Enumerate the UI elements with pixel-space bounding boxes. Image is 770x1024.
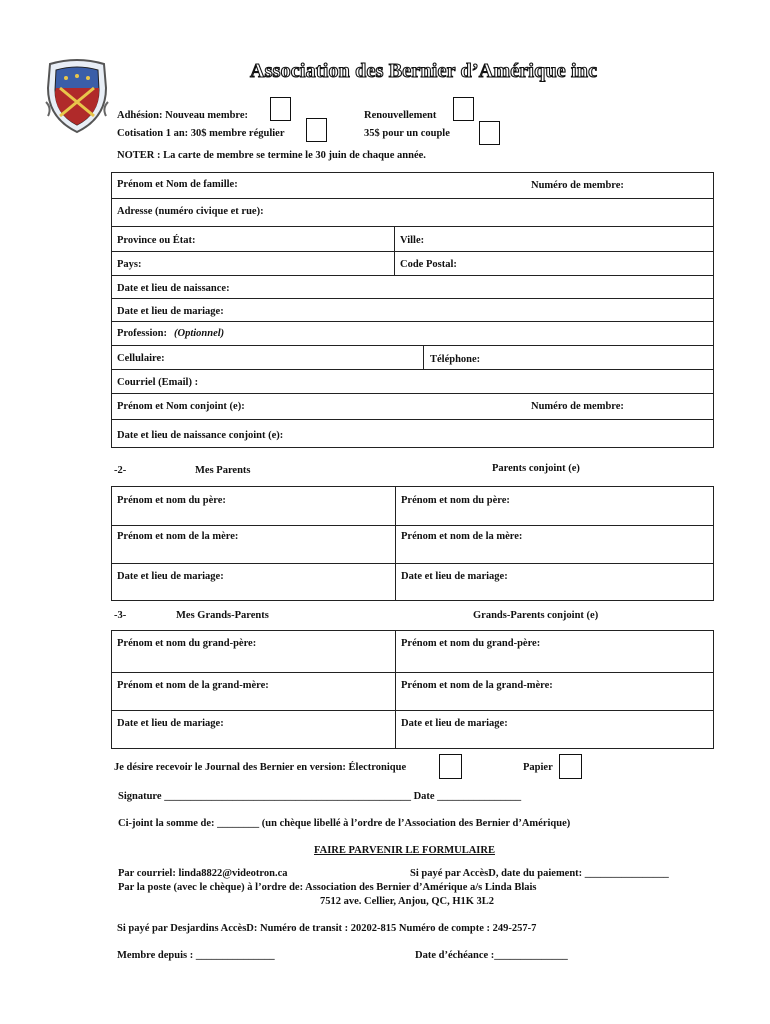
electronique-checkbox[interactable]: [439, 754, 462, 779]
poste-instructions: Par la poste (avec le chèque) à l’ordre de: Association des Bernier d’Amérique a/s Linda Blais: [118, 882, 537, 893]
courriel-label: Courriel (Email) :: [117, 377, 199, 388]
row-mariage[interactable]: [111, 298, 714, 322]
grands-parents-table: [111, 630, 714, 749]
desjardins-info: Si payé par Desjardins AccèsD: Numéro de transit : 20202-815 Numéro de compte : 249-257-7: [117, 923, 537, 934]
row-profession[interactable]: [111, 321, 714, 346]
adresse-label: Adresse (numéro civique et rue):: [117, 206, 264, 217]
numero-membre-conjoint-label: Numéro de membre:: [531, 401, 624, 412]
couple-label: 35$ pour un couple: [364, 128, 450, 139]
cotisation-label: Cotisation 1 an: 30$ membre régulier: [117, 128, 285, 139]
adhesion-label: Adhésion: Nouveau membre:: [117, 110, 249, 121]
row-cellulaire[interactable]: [111, 345, 714, 370]
section-3-number: -3-: [114, 610, 127, 621]
parents-conjoint-mariage-label: Date et lieu de mariage:: [401, 571, 508, 582]
conjoint-gp-mariage-label: Date et lieu de mariage:: [401, 718, 508, 729]
conjoint-grand-pere-label: Prénom et nom du grand-père:: [401, 638, 541, 649]
parents-conjoint-heading: Parents conjoint (e): [492, 463, 580, 474]
row-adresse[interactable]: [111, 198, 714, 227]
journal-label: Je désire recevoir le Journal des Bernier en version: Électronique: [114, 762, 407, 773]
parents-conjoint-mere-label: Prénom et nom de la mère:: [401, 531, 523, 542]
paiement-accesd-line[interactable]: Si payé par AccèsD, date du paiement: ________________: [410, 868, 669, 879]
row-conjoint[interactable]: [111, 393, 714, 420]
signature-line[interactable]: Signature _______________________________________________ Date ________________: [118, 791, 522, 802]
ville-label: Ville:: [400, 235, 425, 246]
renouvellement-label: Renouvellement: [364, 110, 437, 121]
naissance-conjoint-label: Date et lieu de naissance conjoint (e):: [117, 430, 284, 441]
grand-pere-label: Prénom et nom du grand-père:: [117, 638, 257, 649]
parents-conjoint-pere-label: Prénom et nom du père:: [401, 495, 510, 506]
cijoint-line[interactable]: Ci-joint la somme de: ________ (un chèque libellé à l’ordre de l’Association des Bernier d’Amérique): [118, 818, 571, 829]
membre-regulier-checkbox[interactable]: [306, 118, 327, 142]
province-label: Province ou État:: [117, 235, 196, 246]
noter-text: NOTER : La carte de membre se termine le 30 juin de chaque année.: [117, 150, 426, 161]
code-postal-label: Code Postal:: [400, 259, 457, 270]
nouveau-membre-checkbox[interactable]: [270, 97, 291, 121]
naissance-label: Date et lieu de naissance:: [117, 283, 230, 294]
pays-label: Pays:: [117, 259, 142, 270]
row-prenom-nom[interactable]: [111, 172, 714, 199]
mes-parents-heading: Mes Parents: [195, 465, 251, 476]
numero-membre-label: Numéro de membre:: [531, 180, 624, 191]
parents-pere-label: Prénom et nom du père:: [117, 495, 226, 506]
mes-grands-parents-heading: Mes Grands-Parents: [176, 610, 269, 621]
row-naissance-conjoint[interactable]: [111, 419, 714, 448]
mariage-label: Date et lieu de mariage:: [117, 306, 224, 317]
grands-parents-conjoint-heading: Grands-Parents conjoint (e): [473, 610, 599, 621]
profession-optional: (Optionnel): [174, 328, 225, 339]
papier-label: Papier: [523, 762, 553, 773]
grand-mere-label: Prénom et nom de la grand-mère:: [117, 680, 269, 691]
date-echeance-line[interactable]: Date d’échéance :______________: [415, 950, 568, 961]
courriel-contact: Par courriel: linda8822@videotron.ca: [118, 868, 288, 879]
parents-mere-label: Prénom et nom de la mère:: [117, 531, 239, 542]
row-pays-code[interactable]: [111, 251, 714, 276]
row-courriel[interactable]: [111, 369, 714, 394]
telephone-label: Téléphone:: [430, 354, 481, 365]
papier-checkbox[interactable]: [559, 754, 582, 779]
section-2-number: -2-: [114, 465, 127, 476]
profession-label: Profession:: [117, 328, 167, 339]
conjoint-label: Prénom et Nom conjoint (e):: [117, 401, 245, 412]
form-title: Association des Bernier d’Amérique inc: [250, 60, 598, 82]
row-naissance[interactable]: [111, 275, 714, 299]
cellulaire-label: Cellulaire:: [117, 353, 165, 364]
mailing-address: 7512 ave. Cellier, Anjou, QC, H1K 3L2: [320, 896, 495, 907]
association-crest-icon: [44, 58, 110, 134]
renouvellement-checkbox[interactable]: [453, 97, 474, 121]
couple-checkbox[interactable]: [479, 121, 500, 145]
prenom-nom-label: Prénom et Nom de famille:: [117, 179, 238, 190]
row-province-ville[interactable]: [111, 226, 714, 252]
parents-table: [111, 486, 714, 601]
conjoint-grand-mere-label: Prénom et nom de la grand-mère:: [401, 680, 553, 691]
faire-parvenir-heading: FAIRE PARVENIR LE FORMULAIRE: [314, 845, 495, 856]
gp-mariage-label: Date et lieu de mariage:: [117, 718, 224, 729]
parents-mariage-label: Date et lieu de mariage:: [117, 571, 224, 582]
membre-depuis-line[interactable]: Membre depuis : _______________: [117, 950, 275, 961]
